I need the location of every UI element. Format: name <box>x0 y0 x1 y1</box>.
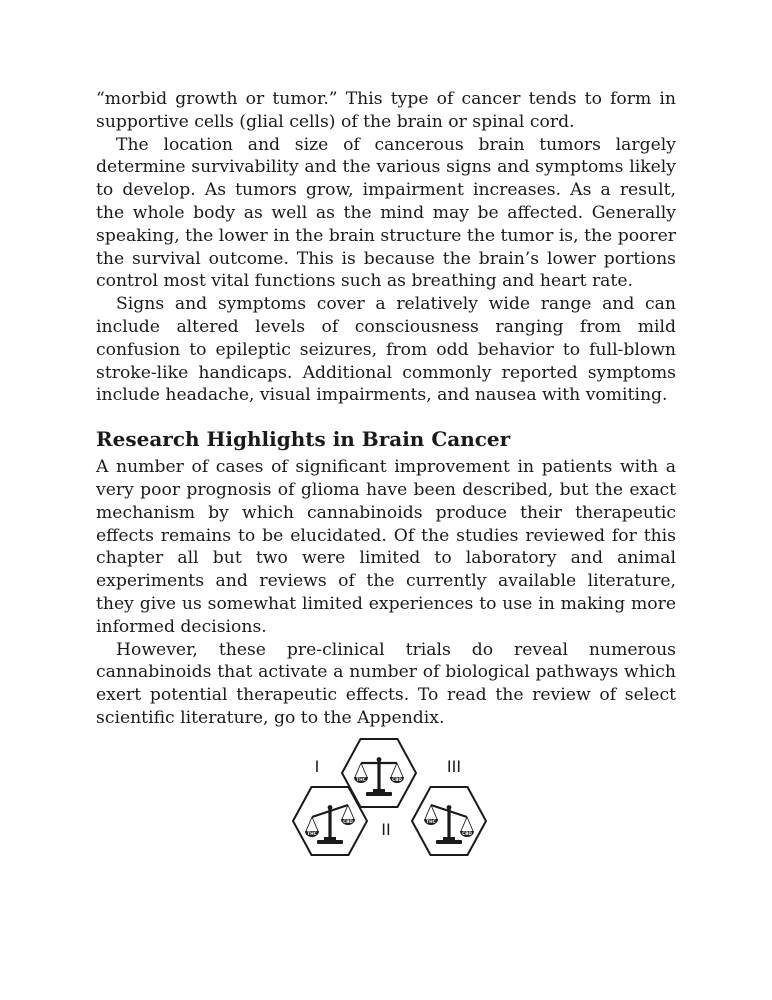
phase-scales-figure <box>272 736 500 858</box>
page-content <box>96 88 676 730</box>
paragraph-research-glioma: A number of cases of significant improvement in patients with a very poor prognosis of glioma have been described, but the exact mechanism by which cannabinoids produce their therapeutic effects remains to be elucidated. Of the studies reviewed for this chapter all but two were limited to laboratory and animal experiments and reviews of the currently available literature, they give us somewhat limited experiences to use in making more informed decisions. <box>96 457 676 637</box>
pan-label-cbd: CBD <box>462 831 472 836</box>
phase-label-1: I <box>314 757 320 776</box>
pan-label-thc: THC <box>307 831 317 836</box>
pan-label-thc: THC <box>356 777 366 782</box>
pan-label-cbd: CBD <box>343 819 353 824</box>
paragraph-signs-symptoms: Signs and symptoms cover a relatively wide range and can include altered levels of consciousness ranging from mild confusion to epileptic seizures, from odd behavior to full-blown stroke-like handicaps. Additional commonly reported symptoms include headache, visual impairments, and nausea with vomiting. <box>96 294 676 406</box>
pan-label-thc: THC <box>426 819 436 824</box>
section-heading: Research Highlights in Brain Cancer <box>96 427 511 452</box>
pan-label-cbd: CBD <box>392 777 402 782</box>
phase-label-2: II <box>381 820 391 839</box>
paragraph-tumor-definition: “morbid growth or tumor.” This type of cancer tends to form in supportive cells (glial cells) of the brain or spinal cord. <box>96 89 676 132</box>
phase-label-3: III <box>446 757 462 776</box>
hexagon-phase-3 <box>412 787 486 855</box>
paragraph-tumor-location: The location and size of cancerous brain tumors largely determine survivability and the various signs and symptoms likely to develop. As tumors grow, impairment increases. As a result, the whole body as well as the mind may be affected. Generally speaking, the lower in the brain structure the tumor is, the poorer the survival outcome. This is because the brain’s lower portions control most vital functions such as breathing and heart rate. <box>96 134 676 292</box>
paragraph-research-preclinical: However, these pre-clinical trials do reveal numerous cannabinoids that activate a number of biological pathways which exert potential therapeutic effects. To read the review of select scientific literature, go to the Appendix. <box>96 639 676 728</box>
